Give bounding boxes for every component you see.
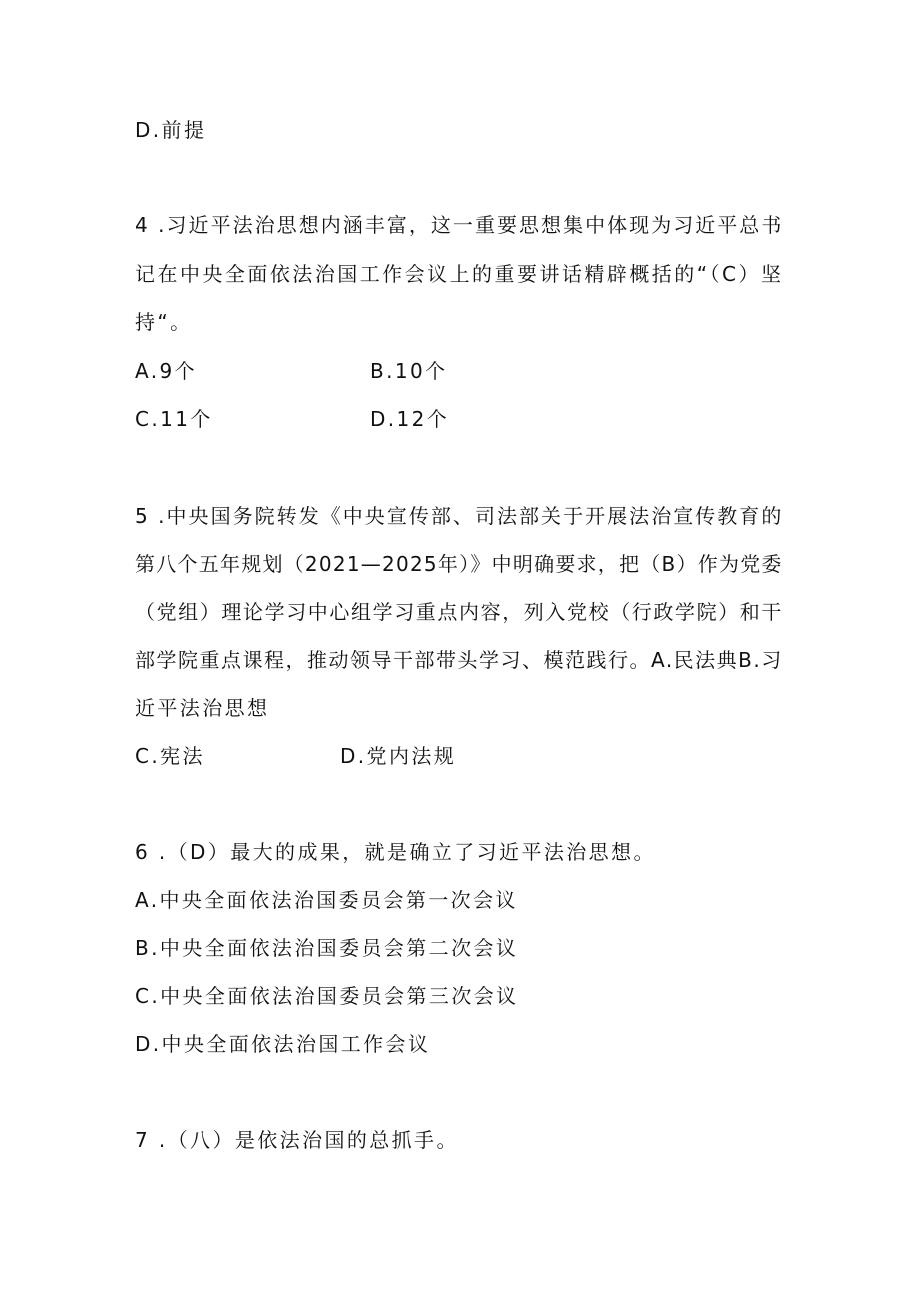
q6-option-a: A.中央全面依法治国委员会第一次会议 (135, 888, 518, 912)
q7-stem: 7 .（八）是依法治国的总抓手。 (135, 1128, 459, 1152)
q5-options-row (135, 742, 457, 770)
q6-option-c: C.中央全面依法治国委员会第三次会议 (135, 984, 519, 1008)
q4-options-row-1 (135, 357, 448, 385)
q4-stem-line-2: 记在中央全面依法治国工作会议上的重要讲话精辟概括的“（C）坚 (135, 262, 784, 286)
q4-stem-line-3: 持“。 (135, 310, 193, 334)
q4-options-row-2 (135, 405, 450, 433)
q5-stem-line-3: （党组）理论学习中心组学习重点内容，列入党校（行政学院）和干 (135, 600, 783, 624)
q5-option-d: D.党内法规 (340, 744, 457, 768)
q5-stem-line-4: 部学院重点课程，推动领导干部带头学习、模范践行。A.民法典B.习 (135, 648, 783, 672)
q4-option-a: A.9个 (135, 359, 198, 383)
q6-option-d: D.中央全面依法治国工作会议 (135, 1032, 431, 1056)
q4-option-d: D.12个 (370, 407, 450, 431)
q4-option-b: B.10个 (370, 359, 448, 383)
q3-option-d: D.前提 (135, 118, 207, 142)
q4-option-c: C.11个 (135, 407, 213, 431)
q5-stem-line-2: 第八个五年规划（2021—2025年）》中明确要求，把（B）作为党委 (135, 552, 783, 576)
q6-option-b: B.中央全面依法治国委员会第二次会议 (135, 936, 519, 960)
q5-stem-line-1: 5 .中央国务院转发《中央宣传部、司法部关于开展法治宣传教育的 (135, 504, 784, 528)
q4-stem-line-1: 4 .习近平法治思想内涵丰富，这一重要思想集中体现为习近平总书 (135, 213, 784, 237)
q5-option-c: C.宪法 (135, 744, 205, 768)
q6-stem: 6 .（D）最大的成果，就是确立了习近平法治思想。 (135, 840, 656, 864)
q5-stem-line-5: 近平法治思想 (135, 696, 270, 720)
